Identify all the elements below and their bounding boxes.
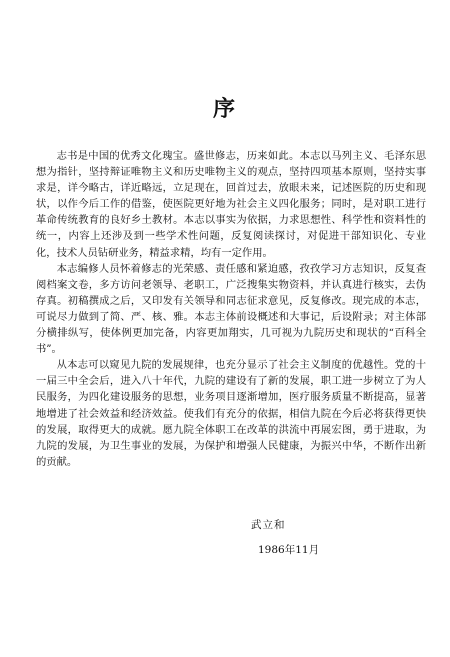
paragraph-3: 从本志可以窥见九院的发展规律，也充分显示了社会主义制度的优越性。党的十一届三中全会后，进入八十年代，九院的建设有了新的发展，职工进一步树立了为人民服务，为四化建设服务的思想，业务项目逐渐增加，医疗服务质量不断提高，显著地增进了社会效益和经济效益。使我们有充分的依据，相信九院在今后必将获得更快的发展，取得更大的成就。愿九院全体职工在改革的洪流中再展宏图，勇于进取，为九院的发展，为卫生事业的发展，为保护和增强人民健康，为振兴中华，不断作出新的贡献。	[36, 359, 426, 468]
paragraph-2: 本志编修人员怀着修志的光荣感、责任感和紧迫感，孜孜学习方志知识，反复查阅档案文卷，多方访问老领导、老职工，广泛搜集实物资料，并认真进行核实，去伪存真。初稿撰成之后，又印发有关领导和同志征求意见，反复修改。现完成的本志，可说尽力做到了简、严、核、雅。本志主体前设概述和大事记，后设附录；对主体部分横排纵写，使体例更加完备，内容更加翔实，几可视为九院历史和现状的“百科全书”。	[36, 262, 426, 356]
paragraph-1: 志书是中国的优秀文化瑰宝。盛世修志，历来如此。本志以马列主义、毛泽东思想为指针，坚持辩证唯物主义和历史唯物主义的观点，坚持四项基本原则，坚持实事求是，详今略古，详近略远，立足现在，回首过去，放眼未来，记述医院的历史和现状，以作今后工作的借鉴，使医院更好地为社会主义四化服务；同时，是对职工进行革命传统教育的良好乡土教材。本志以事实为依据，力求思想性、科学性和资料性的统一，内容上还涉及到一些学术性问题，反复阅读探讨，对促进干部知识化、专业化，技术人员钻研业务，精益求精，均有一定作用。	[36, 150, 426, 259]
author-signature: 武立和	[251, 519, 286, 531]
preface-body	[36, 148, 426, 470]
signature-date: 1986年11月	[258, 544, 320, 556]
page-title: 序	[212, 96, 237, 122]
